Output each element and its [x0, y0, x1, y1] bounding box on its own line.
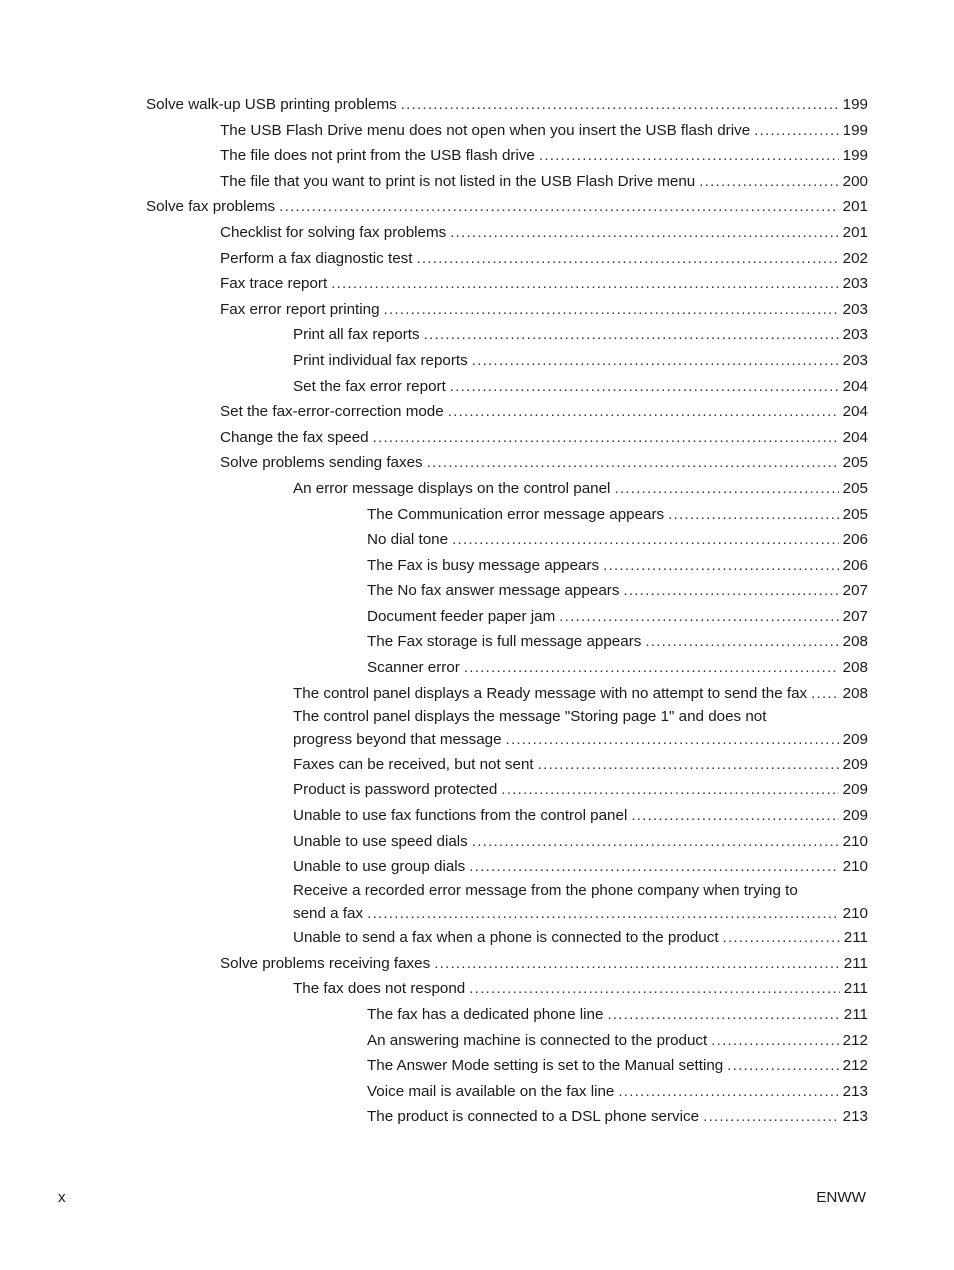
toc-entry-page-number: 212 [842, 1057, 868, 1075]
toc-entry-page-number: 203 [842, 351, 868, 369]
toc-entry-row [367, 1028, 868, 1054]
toc-entry-title: The fax has a dedicated phone line [367, 1006, 604, 1023]
toc-entry[interactable] [0, 777, 868, 803]
toc-entry-page-number: 213 [842, 1082, 868, 1100]
toc-entry-row [293, 476, 868, 502]
toc-entry-title: Unable to use group dials [293, 858, 466, 876]
dot-leader [279, 194, 839, 220]
toc-entry-title: Fax error report printing [220, 300, 380, 318]
toc-entry-title: Fax trace report [220, 275, 328, 293]
dot-leader [506, 728, 839, 752]
toc-entry-title: Voice mail is available on the fax line [367, 1082, 615, 1100]
toc-entry-row [367, 502, 868, 528]
toc-entry-page-number: 211 [843, 1006, 868, 1023]
toc-entry-page-number: 210 [842, 832, 868, 850]
toc-entry-row [293, 829, 868, 855]
toc-entry-page-number: 205 [842, 454, 868, 472]
dot-leader [703, 1104, 839, 1130]
toc-entry[interactable] [0, 706, 868, 752]
toc-entry[interactable] [0, 655, 868, 681]
dot-leader [603, 553, 839, 579]
dot-leader [367, 902, 839, 926]
toc-entry-page-number: 203 [842, 275, 868, 293]
toc-entry-row [367, 629, 868, 655]
toc-entry-page-number: 204 [842, 403, 868, 421]
toc-entry-row [146, 194, 868, 220]
dot-leader [401, 92, 839, 118]
dot-leader [727, 1053, 838, 1079]
toc-entry-title: Unable to use speed dials [293, 832, 468, 850]
toc-entry[interactable] [0, 752, 868, 778]
toc-entry-page-number: 204 [842, 428, 868, 446]
toc-entry[interactable] [0, 169, 868, 195]
toc-entry-page-number: 209 [842, 806, 868, 824]
toc-entry[interactable] [0, 604, 868, 630]
toc-entry-page-number: 210 [842, 904, 868, 922]
toc-entry-title: Set the fax-error-correction mode [220, 403, 444, 421]
dot-leader [723, 925, 840, 951]
dot-leader [668, 502, 839, 528]
toc-entry-row [293, 374, 868, 400]
toc-entry-title: The control panel displays a Ready message with no attempt to send the fax [293, 684, 808, 702]
toc-entry[interactable] [0, 194, 868, 220]
toc-entry-row [367, 1053, 868, 1079]
dot-leader [699, 169, 838, 195]
toc-entry[interactable] [0, 1079, 868, 1105]
dot-leader [538, 752, 839, 778]
toc-entry-title-line1: The control panel displays the message "Storing page 1" and does not [293, 708, 767, 726]
toc-entry-row [293, 854, 868, 880]
toc-entry[interactable] [0, 118, 868, 144]
toc-entry-page-number: 212 [842, 1031, 868, 1049]
toc-entry-page-number: 201 [842, 198, 868, 216]
toc-entry-row [220, 425, 868, 451]
dot-leader [373, 425, 839, 451]
dot-leader [472, 829, 839, 855]
toc-entry-title: No dial tone [367, 531, 449, 549]
toc-entry[interactable] [0, 322, 868, 348]
toc-entry-title: Faxes can be received, but not sent [293, 755, 534, 773]
toc-entry-row [367, 1104, 868, 1130]
toc-entry-title: Change the fax speed [220, 428, 369, 446]
toc-entry[interactable] [0, 925, 868, 951]
toc-entry-title: Solve fax problems [146, 198, 276, 216]
toc-entry-row [367, 1079, 868, 1105]
dot-leader [424, 322, 839, 348]
toc-entry-page-number: 208 [842, 633, 868, 651]
toc-entry-row [220, 271, 868, 297]
toc-entry-page-number: 209 [842, 755, 868, 773]
toc-entry-row [293, 681, 868, 707]
toc-entry[interactable] [0, 629, 868, 655]
toc-entry-page-number: 206 [842, 531, 868, 549]
toc-entry-title: An error message displays on the control panel [293, 479, 611, 497]
toc-entry-title: Print all fax reports [293, 326, 420, 344]
toc-entry-row [220, 951, 868, 977]
dot-leader [469, 976, 840, 1002]
toc-entry-title: The No fax answer message appears [367, 582, 620, 600]
dot-leader [607, 1002, 839, 1028]
toc-entry[interactable] [0, 553, 868, 579]
toc-entry-row [293, 322, 868, 348]
toc-entry[interactable] [0, 399, 868, 425]
toc-entry-row [367, 527, 868, 553]
toc-entry-page-number: 209 [842, 781, 868, 799]
dot-leader [559, 604, 838, 630]
toc-entry-row [293, 902, 868, 926]
toc-entry-title: Solve problems receiving faxes [220, 954, 431, 972]
toc-entry-page-number: 199 [842, 96, 868, 113]
toc-entry[interactable] [0, 1002, 868, 1028]
dot-leader [501, 777, 838, 803]
toc-entry[interactable] [0, 246, 868, 272]
dot-leader [416, 246, 838, 272]
toc-entry-title: Product is password protected [293, 781, 498, 799]
toc-entry-page-number: 211 [843, 954, 868, 972]
toc-entry-title: An answering machine is connected to the product [367, 1031, 708, 1049]
toc-entry-page-number: 207 [842, 607, 868, 625]
toc-entry[interactable] [0, 450, 868, 476]
toc-entry[interactable] [0, 502, 868, 528]
dot-leader [539, 143, 839, 169]
toc-entry-page-number: 205 [842, 505, 868, 523]
toc-entry[interactable] [0, 92, 868, 118]
toc-entry[interactable] [0, 143, 868, 169]
toc-entry-title: Solve problems sending faxes [220, 454, 423, 472]
toc-entry-page-number: 209 [842, 731, 868, 749]
toc-entry-title: Document feeder paper jam [367, 607, 556, 625]
toc-entry-title: The fax does not respond [293, 980, 466, 998]
dot-leader [384, 297, 839, 323]
toc-entry[interactable] [0, 527, 868, 553]
toc-entry-page-number: 203 [842, 326, 868, 344]
footer-label: ENWW [816, 1189, 866, 1206]
toc-entry[interactable] [0, 476, 868, 502]
toc-entry-title: Checklist for solving fax problems [220, 223, 447, 241]
toc-entry-title: send a fax [293, 904, 364, 922]
toc-entry-row [293, 976, 868, 1002]
dot-leader [623, 578, 838, 604]
toc-entry-page-number: 208 [842, 659, 868, 677]
toc-entry-page-number: 202 [842, 249, 868, 267]
toc-entry-title: The Answer Mode setting is set to the Manual setting [367, 1057, 724, 1075]
toc-entry-page-number: 199 [842, 121, 868, 139]
toc-entry[interactable] [0, 578, 868, 604]
dot-leader [645, 629, 838, 655]
toc-entry-page-number: 211 [843, 980, 868, 998]
toc-entry[interactable] [0, 803, 868, 829]
dot-leader [811, 681, 839, 707]
toc-entry-row [367, 1002, 868, 1028]
toc-entry-page-number: 201 [842, 223, 868, 241]
toc-entry-row [293, 803, 868, 829]
toc-entry[interactable] [0, 829, 868, 855]
toc-entry-title: Unable to use fax functions from the control panel [293, 806, 628, 824]
toc-entry-page-number: 203 [842, 300, 868, 318]
toc-entry[interactable] [0, 374, 868, 400]
toc-entry-row [146, 92, 868, 118]
dot-leader [614, 476, 838, 502]
toc-entry-page-number: 199 [842, 147, 868, 165]
toc-entry-page-number: 200 [842, 172, 868, 190]
toc-entry[interactable] [0, 976, 868, 1002]
toc-entry-title: The file does not print from the USB flash drive [220, 147, 535, 165]
toc-entry-row [367, 655, 868, 681]
dot-leader [711, 1028, 838, 1054]
toc-entry-page-number: 207 [842, 582, 868, 600]
toc-entry-page-number: 204 [842, 377, 868, 395]
toc-entry-title-line1: Receive a recorded error message from the phone company when trying to [293, 881, 798, 899]
toc-entry-title: The file that you want to print is not listed in the USB Flash Drive menu [220, 172, 696, 190]
toc-entry[interactable] [0, 854, 868, 880]
toc-entry-title: Scanner error [367, 659, 460, 677]
table-of-contents [0, 92, 954, 1130]
toc-entry-page-number: 211 [843, 929, 868, 947]
toc-entry[interactable] [0, 951, 868, 977]
toc-entry-row [367, 604, 868, 630]
toc-entry-row [220, 399, 868, 425]
dot-leader [448, 399, 839, 425]
toc-entry[interactable] [0, 271, 868, 297]
toc-entry-row [367, 578, 868, 604]
dot-leader [434, 951, 840, 977]
dot-leader [450, 374, 839, 400]
dot-leader [472, 348, 839, 374]
toc-entry-title: Print individual fax reports [293, 351, 468, 369]
toc-entry-row [220, 143, 868, 169]
toc-entry[interactable] [0, 880, 868, 926]
toc-entry-title: Solve walk-up USB printing problems [146, 96, 397, 113]
dot-leader [754, 118, 839, 144]
toc-entry-page-number: 208 [842, 684, 868, 702]
dot-leader [427, 450, 839, 476]
toc-entry-row [220, 297, 868, 323]
toc-entry[interactable] [0, 297, 868, 323]
toc-entry-title: Perform a fax diagnostic test [220, 249, 413, 267]
toc-entry-row [367, 553, 868, 579]
toc-entry-title: progress beyond that message [293, 731, 502, 749]
toc-entry-row [293, 777, 868, 803]
toc-entry-title: The product is connected to a DSL phone service [367, 1108, 700, 1126]
toc-entry-row [220, 220, 868, 246]
toc-entry[interactable] [0, 348, 868, 374]
dot-leader [469, 854, 838, 880]
toc-entry[interactable] [0, 425, 868, 451]
toc-entry[interactable] [0, 1053, 868, 1079]
dot-leader [618, 1079, 838, 1105]
toc-entry[interactable] [0, 220, 868, 246]
toc-entry-row [293, 348, 868, 374]
toc-entry-title: Unable to send a fax when a phone is connected to the product [293, 929, 719, 947]
toc-entry-row [220, 450, 868, 476]
toc-entry-row [293, 728, 868, 752]
toc-entry-title: The USB Flash Drive menu does not open when you insert the USB flash drive [220, 121, 751, 139]
toc-entry-row [220, 169, 868, 195]
toc-entry-page-number: 210 [842, 858, 868, 876]
toc-entry-title: The Fax is busy message appears [367, 556, 600, 574]
toc-entry-row [293, 925, 868, 951]
toc-entry[interactable] [0, 681, 868, 707]
dot-leader [331, 271, 838, 297]
toc-entry-title: Set the fax error report [293, 377, 446, 395]
dot-leader [452, 527, 839, 553]
dot-leader [450, 220, 838, 246]
dot-leader [464, 655, 839, 681]
toc-entry-title: The Communication error message appears [367, 505, 665, 523]
toc-entry[interactable] [0, 1104, 868, 1130]
toc-entry-row [293, 752, 868, 778]
toc-entry[interactable] [0, 1028, 868, 1054]
dot-leader [631, 803, 838, 829]
footer-page-number: x [58, 1189, 66, 1206]
toc-entry-row [220, 246, 868, 272]
toc-entry-title: The Fax storage is full message appears [367, 633, 642, 651]
toc-entry-page-number: 206 [842, 556, 868, 574]
toc-entry-page-number: 205 [842, 479, 868, 497]
toc-entry-row [220, 118, 868, 144]
toc-entry-page-number: 213 [842, 1108, 868, 1126]
